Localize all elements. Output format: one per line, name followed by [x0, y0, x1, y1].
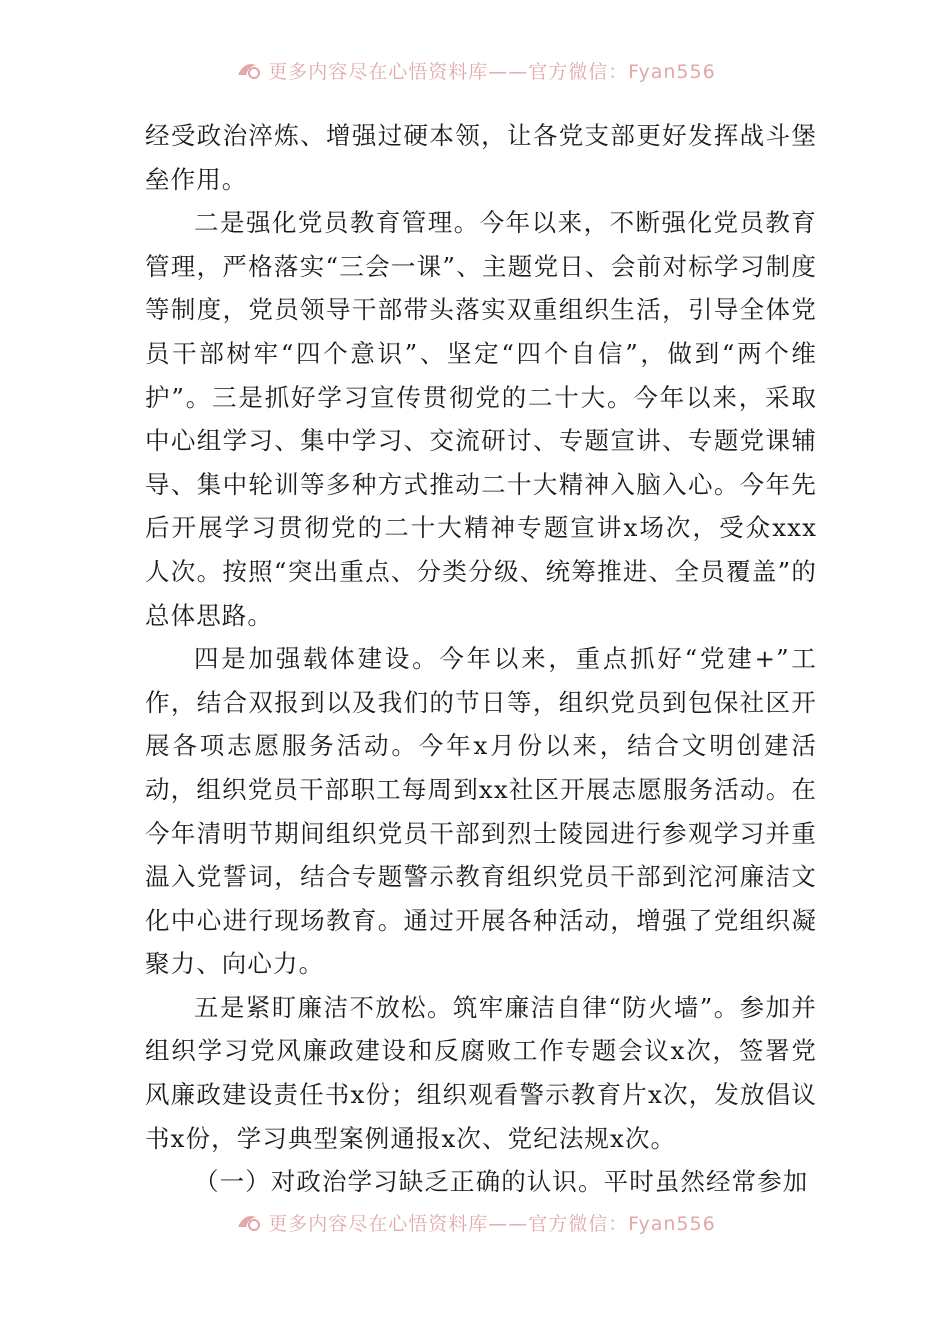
paragraph-party-education: 二是强化党员教育管理。今年以来，不断强化党员教育管理，严格落实“三会一课”、主题党日、会前对标学习制度等制度，党员领导干部带头落实双重组织生活，引导全体党员干部树牢“四个意识”、坚定“四个自信”，做到“两个维护”。三是抓好学习宣传贯彻党的二十大。今年以来，采取中心组学习、集中学习、交流研讨、专题宣讲、专题党课辅导、集中轮训等多种方式推动二十大精神入脑入心。今年先后开展学习贯彻党的二十大精神专题宣讲x场次，受众xxx人次。按照“突出重点、分类分级、统筹推进、全员覆盖”的总体思路。 [145, 208, 817, 630]
brand-logo-icon [234, 59, 264, 81]
paragraph-continuation: 经受政治淬炼、增强过硬本领，让各党支部更好发挥战斗堡垒作用。 [145, 121, 817, 194]
document-body [145, 114, 817, 1204]
paragraph-section-one: （一）对政治学习缺乏正确的认识。平时虽然经常参加 [194, 1167, 809, 1197]
watermark-header [0, 56, 950, 84]
paragraph-integrity: 五是紧盯廉洁不放松。筑牢廉洁自律“防火墙”。参加并组织学习党风廉政建设和反腐败工作专题会议x次，签署党风廉政建设责任书x份；组织观看警示教育片x次，发放倡议书x份，学习典型案例通报x次、党纪法规x次。 [145, 992, 817, 1153]
brand-logo-icon [234, 1211, 264, 1233]
watermark-text: 更多内容尽在心悟资料库——官方微信：Fyan556 [268, 1212, 716, 1235]
paragraph-carrier-building: 四是加强载体建设。今年以来，重点抓好“党建+”工作，结合双报到以及我们的节日等，组织党员到包保社区开展各项志愿服务活动。今年x月份以来，结合文明创建活动，组织党员干部职工每周到xx社区开展志愿服务活动。在今年清明节期间组织党员干部到烈士陵园进行参观学习并重温入党誓词，结合专题警示教育组织党员干部到沱河廉洁文化中心进行现场教育。通过开展各种活动，增强了党组织凝聚力、向心力。 [145, 644, 817, 979]
watermark-text: 更多内容尽在心悟资料库——官方微信：Fyan556 [268, 60, 716, 83]
watermark-footer [0, 1208, 950, 1236]
